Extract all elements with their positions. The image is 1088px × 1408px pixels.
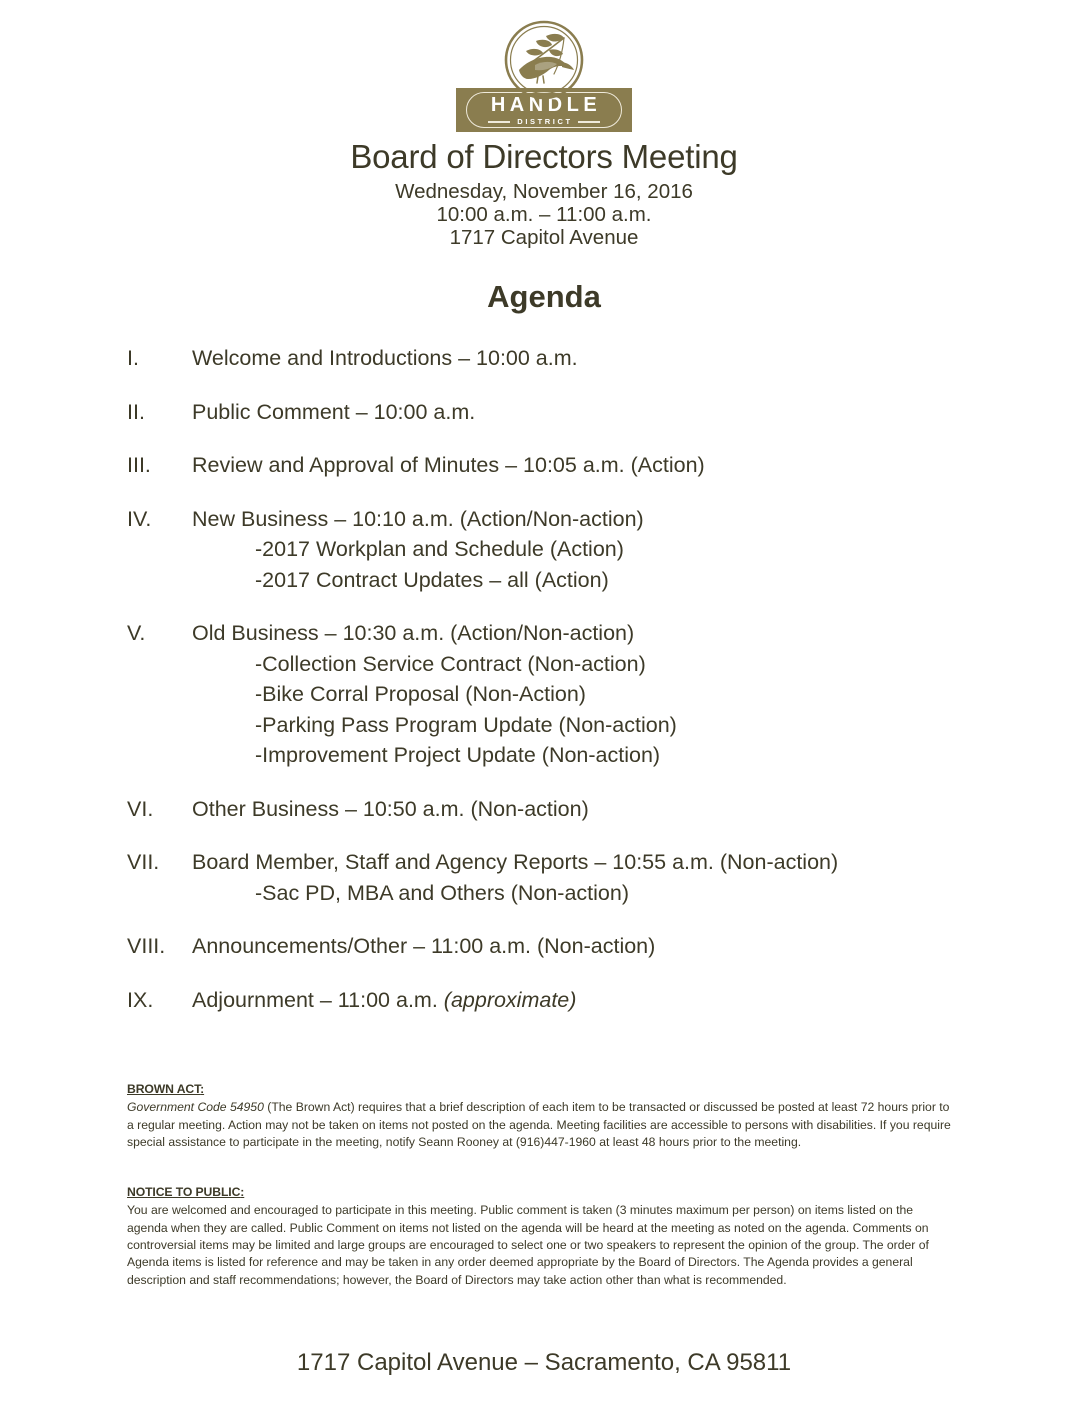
agenda-item-number: IX. bbox=[127, 987, 154, 1012]
agenda-sub-item: -Improvement Project Update (Non-action) bbox=[255, 743, 661, 768]
notice-to-public-body: You are welcomed and encouraged to participate in this meeting. Public comment is taken (3 minutes maximum per person) on items listed on the agenda when they are called. Public Comment on items not listed on the agenda will be heard at the meeting as noted on the agenda. Comments on controversial items may be limited and large groups are encouraged to select one or two speakers to represent the opinion of the group. The order of Agenda items is listed for reference and may be taken in any order deemed appropriate by the Board of Directors. The Agenda provides a general description and staff recommendations; however, the Board of Directors may take action other than what is recommended. bbox=[127, 1203, 929, 1287]
agenda-heading: Agenda bbox=[487, 279, 601, 314]
bird-and-leaf-branch-in-circle-icon bbox=[502, 18, 586, 102]
agenda-item-number: IV. bbox=[127, 506, 152, 531]
agenda-item bbox=[127, 397, 1048, 428]
brown-act-section bbox=[127, 1081, 955, 1151]
agenda-item-text: Public Comment – 10:00 a.m. bbox=[192, 399, 476, 424]
logo-rule-left bbox=[488, 121, 510, 122]
page-title: Board of Directors Meeting bbox=[350, 138, 738, 175]
agenda-item-text-italic: (approximate) bbox=[443, 987, 577, 1012]
logo-name: HANDLE bbox=[490, 94, 602, 117]
agenda-sub-item: -Collection Service Contract (Non-action) bbox=[255, 651, 646, 676]
agenda-sub-item: -Sac PD, MBA and Others (Non-action) bbox=[255, 880, 630, 905]
agenda-item-number: VII. bbox=[127, 850, 160, 875]
agenda-sub-item: -Bike Corral Proposal (Non-Action) bbox=[255, 682, 586, 707]
notice-to-public-section bbox=[127, 1184, 955, 1289]
agenda-item bbox=[127, 985, 1048, 1016]
agenda-sub-item: -Parking Pass Program Update (Non-action) bbox=[255, 712, 677, 737]
agenda-item-text: Announcements/Other – 11:00 a.m. (Non-action) bbox=[192, 934, 656, 959]
brown-act-heading bbox=[127, 1081, 955, 1098]
handle-district-logo bbox=[0, 18, 1088, 132]
agenda-item-text-plain: Adjournment – 11:00 a.m. bbox=[192, 987, 444, 1012]
agenda-item bbox=[127, 794, 1048, 825]
agenda-item bbox=[127, 450, 1048, 481]
agenda-item-text: Other Business – 10:50 a.m. (Non-action) bbox=[192, 796, 589, 821]
agenda-item bbox=[127, 618, 1048, 771]
notice-to-public-heading-colon: : bbox=[240, 1185, 245, 1199]
brown-act-body-text: (The Brown Act) requires that a brief description of each item to be transacted or discussed be posted at least 72 hours prior to a regular meeting. Action may not be taken on items not posted on the agenda. Meeting facilities are accessible to persons with disabilities. If you require special assistance to participate in the meeting, notify Seann Rooney at (916)447-1960 at least 48 hours prior to the meeting. bbox=[127, 1100, 951, 1149]
agenda-item-number: VI. bbox=[127, 796, 154, 821]
brown-act-heading-text: BROWN ACT bbox=[127, 1082, 201, 1096]
brown-act-heading-colon: : bbox=[200, 1082, 205, 1096]
meeting-date: Wednesday, November 16, 2016 bbox=[395, 180, 693, 203]
agenda-item-text: Old Business – 10:30 a.m. (Action/Non-action) bbox=[192, 621, 635, 646]
agenda-item-number: I. bbox=[127, 346, 139, 370]
agenda-sub-item: -2017 Contract Updates – all (Action) bbox=[255, 567, 609, 592]
meeting-time: 10:00 a.m. – 11:00 a.m. bbox=[436, 203, 652, 226]
agenda-item-number: III. bbox=[127, 453, 151, 478]
agenda-item-text: Review and Approval of Minutes – 10:05 a.m. (Action) bbox=[192, 453, 705, 478]
notice-to-public-heading-text: NOTICE TO PUBLIC bbox=[127, 1185, 241, 1199]
agenda-item-text: New Business – 10:10 a.m. (Action/Non-action) bbox=[192, 506, 644, 531]
agenda-item bbox=[127, 931, 1048, 962]
brown-act-citation: Government Code 54950 bbox=[127, 1100, 264, 1115]
agenda-item-number: V. bbox=[127, 621, 146, 646]
agenda-list bbox=[127, 343, 1048, 1015]
footer-address: 1717 Capitol Avenue – Sacramento, CA 95811 bbox=[296, 1349, 792, 1376]
agenda-sub-item: -2017 Workplan and Schedule (Action) bbox=[255, 537, 624, 562]
agenda-item-text: Welcome and Introductions – 10:00 a.m. bbox=[192, 346, 578, 370]
agenda-item-text: Board Member, Staff and Agency Reports – 10:55 a.m. (Non-action) bbox=[192, 850, 839, 875]
agenda-item bbox=[127, 343, 1048, 374]
notice-to-public-heading bbox=[127, 1184, 955, 1201]
brown-act-body bbox=[127, 1099, 955, 1151]
agenda-item-number: II. bbox=[127, 399, 145, 424]
agenda-item-text bbox=[192, 985, 1048, 1016]
agenda-item bbox=[127, 847, 1048, 908]
logo-subtitle: DISTRICT bbox=[517, 117, 573, 127]
agenda-item bbox=[127, 504, 1048, 596]
agenda-item-number: VIII. bbox=[127, 934, 166, 959]
logo-rule-right bbox=[578, 121, 600, 122]
meeting-location: 1717 Capitol Avenue bbox=[449, 226, 639, 249]
